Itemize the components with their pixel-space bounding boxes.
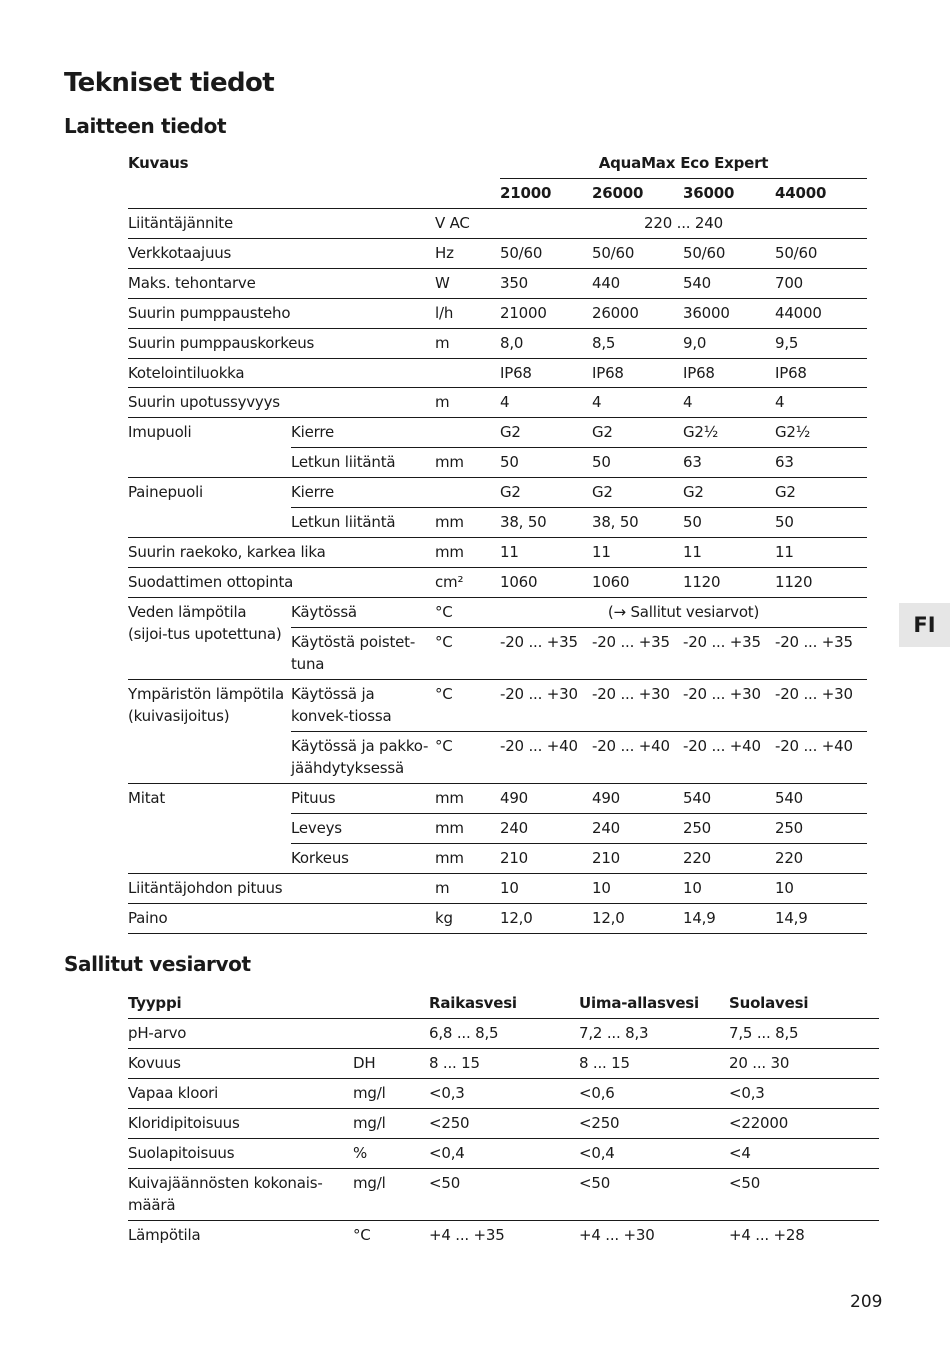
row-value-26000: -20 ... +30 bbox=[592, 685, 670, 703]
row-value-21000: IP68 bbox=[500, 364, 532, 382]
row-value-21000: 1060 bbox=[500, 573, 538, 591]
row-unit: °C bbox=[435, 737, 453, 755]
row-label: Suurin raekoko, karkea lika bbox=[128, 543, 326, 561]
row-value-21000: 210 bbox=[500, 849, 529, 867]
row-divider bbox=[128, 238, 867, 239]
row-value-36000: 50 bbox=[683, 513, 702, 531]
water-row-value-3: <0,3 bbox=[729, 1084, 765, 1102]
water-row-unit: mg/l bbox=[353, 1114, 386, 1132]
row-value-44000: 540 bbox=[775, 789, 804, 807]
row-sublabel: Käytössä ja pakko-jäähdytyksessä bbox=[291, 737, 429, 777]
row-label: Liitäntäjännite bbox=[128, 214, 233, 232]
row-value-36000: 1120 bbox=[683, 573, 721, 591]
row-label: Suodattimen ottopinta bbox=[128, 573, 294, 591]
row-value-21000: -20 ... +40 bbox=[500, 737, 578, 755]
row-value-26000: 8,5 bbox=[592, 334, 616, 352]
row-value-21000: 12,0 bbox=[500, 909, 533, 927]
row-value-21000: G2 bbox=[500, 483, 521, 501]
row-value-26000: 11 bbox=[592, 543, 611, 561]
water-row-value-2: <250 bbox=[579, 1114, 620, 1132]
row-sublabel: Korkeus bbox=[291, 849, 349, 867]
row-value-21000: 8,0 bbox=[500, 334, 524, 352]
row-label: Verkkotaajuus bbox=[128, 244, 232, 262]
row-label: Ympäristön lämpötila (kuivasijoitus) bbox=[128, 685, 285, 725]
water-row-label: Vapaa kloori bbox=[128, 1084, 219, 1102]
row-unit: °C bbox=[435, 685, 453, 703]
water-row-divider bbox=[128, 1220, 879, 1221]
row-divider bbox=[128, 268, 867, 269]
row-unit: W bbox=[435, 274, 450, 292]
table-bottom-rule bbox=[128, 933, 867, 934]
row-unit: mm bbox=[435, 453, 464, 471]
row-divider bbox=[128, 298, 867, 299]
page-number: 209 bbox=[850, 1292, 883, 1312]
water-row-label: Lämpötila bbox=[128, 1226, 201, 1244]
water-header-type: Tyyppi bbox=[128, 994, 182, 1012]
row-divider bbox=[291, 447, 867, 448]
row-value-21000: 240 bbox=[500, 819, 529, 837]
header-model-44000: 44000 bbox=[775, 184, 827, 202]
row-value-44000: G2 bbox=[775, 483, 796, 501]
row-value-44000: 63 bbox=[775, 453, 794, 471]
row-value-26000: G2 bbox=[592, 423, 613, 441]
row-label: Painepuoli bbox=[128, 483, 204, 501]
water-row-value-2: +4 ... +30 bbox=[579, 1226, 655, 1244]
row-value-21000: 4 bbox=[500, 393, 510, 411]
row-span-value: 220 ... 240 bbox=[644, 214, 723, 232]
row-value-36000: G2½ bbox=[683, 423, 719, 441]
row-label: Suurin pumppauskorkeus bbox=[128, 334, 315, 352]
row-value-26000: 440 bbox=[592, 274, 621, 292]
row-value-44000: 4 bbox=[775, 393, 785, 411]
row-sublabel: Letkun liitäntä bbox=[291, 513, 396, 531]
row-label: Suurin pumppausteho bbox=[128, 304, 291, 322]
header-description: Kuvaus bbox=[128, 154, 189, 172]
row-unit: mm bbox=[435, 543, 464, 561]
row-value-21000: 490 bbox=[500, 789, 529, 807]
row-value-21000: -20 ... +30 bbox=[500, 685, 578, 703]
water-row-value-3: <50 bbox=[729, 1174, 761, 1192]
row-value-36000: IP68 bbox=[683, 364, 715, 382]
row-divider bbox=[128, 537, 867, 538]
row-divider bbox=[128, 328, 867, 329]
row-value-36000: 50/60 bbox=[683, 244, 726, 262]
water-header-col-2: Uima-allasvesi bbox=[579, 994, 699, 1012]
row-divider bbox=[128, 387, 867, 388]
row-sublabel: Kierre bbox=[291, 483, 335, 501]
row-divider bbox=[128, 358, 867, 359]
row-value-44000: 44000 bbox=[775, 304, 822, 322]
water-row-value-3: +4 ... +28 bbox=[729, 1226, 805, 1244]
row-value-44000: IP68 bbox=[775, 364, 807, 382]
row-value-36000: 4 bbox=[683, 393, 693, 411]
row-value-44000: 9,5 bbox=[775, 334, 799, 352]
water-row-label: Kuivajäännösten kokonais-määrä bbox=[128, 1174, 323, 1214]
row-value-44000: 14,9 bbox=[775, 909, 808, 927]
row-unit: V AC bbox=[435, 214, 470, 232]
row-value-26000: 38, 50 bbox=[592, 513, 639, 531]
row-value-21000: 38, 50 bbox=[500, 513, 547, 531]
header-model-36000: 36000 bbox=[683, 184, 735, 202]
row-value-21000: 21000 bbox=[500, 304, 547, 322]
row-value-36000: 220 bbox=[683, 849, 712, 867]
row-value-36000: 14,9 bbox=[683, 909, 716, 927]
water-row-divider bbox=[128, 1168, 879, 1169]
row-value-26000: 210 bbox=[592, 849, 621, 867]
row-value-44000: 50/60 bbox=[775, 244, 818, 262]
row-value-36000: 63 bbox=[683, 453, 702, 471]
water-row-label: Suolapitoisuus bbox=[128, 1144, 235, 1162]
row-sublabel: Letkun liitäntä bbox=[291, 453, 396, 471]
row-divider bbox=[128, 417, 867, 418]
water-row-divider bbox=[128, 1138, 879, 1139]
water-row-label: pH-arvo bbox=[128, 1024, 187, 1042]
water-row-divider bbox=[128, 1078, 879, 1079]
row-value-36000: 9,0 bbox=[683, 334, 707, 352]
row-unit: m bbox=[435, 334, 450, 352]
row-value-36000: 540 bbox=[683, 274, 712, 292]
water-row-divider bbox=[128, 1108, 879, 1109]
row-value-36000: -20 ... +30 bbox=[683, 685, 761, 703]
water-row-divider bbox=[128, 1048, 879, 1049]
row-value-21000: 350 bbox=[500, 274, 529, 292]
row-value-26000: 26000 bbox=[592, 304, 639, 322]
section-title-device-data: Laitteen tiedot bbox=[64, 114, 227, 138]
row-value-26000: 4 bbox=[592, 393, 602, 411]
water-row-unit: DH bbox=[353, 1054, 376, 1072]
row-value-21000: 10 bbox=[500, 879, 519, 897]
header-product-underline bbox=[500, 178, 867, 179]
water-row-value-1: 6,8 ... 8,5 bbox=[429, 1024, 499, 1042]
row-unit: Hz bbox=[435, 244, 454, 262]
water-row-value-3: <4 bbox=[729, 1144, 751, 1162]
section-title-water-values: Sallitut vesiarvot bbox=[64, 952, 251, 976]
row-unit: kg bbox=[435, 909, 453, 927]
row-value-44000: 50 bbox=[775, 513, 794, 531]
row-label: Veden lämpötila (sijoi-tus upotettuna) bbox=[128, 603, 282, 643]
water-row-value-3: 7,5 ... 8,5 bbox=[729, 1024, 799, 1042]
header-bottom-rule bbox=[128, 208, 867, 209]
row-divider bbox=[128, 477, 867, 478]
row-unit: l/h bbox=[435, 304, 454, 322]
row-divider bbox=[291, 843, 867, 844]
row-unit: mm bbox=[435, 789, 464, 807]
water-row-unit: °C bbox=[353, 1226, 371, 1244]
water-row-unit: mg/l bbox=[353, 1084, 386, 1102]
water-row-value-1: 8 ... 15 bbox=[429, 1054, 480, 1072]
row-value-26000: G2 bbox=[592, 483, 613, 501]
water-row-value-2: 7,2 ... 8,3 bbox=[579, 1024, 649, 1042]
row-divider bbox=[291, 731, 867, 732]
header-product-name: AquaMax Eco Expert bbox=[598, 154, 769, 172]
row-divider bbox=[291, 813, 867, 814]
row-divider bbox=[128, 873, 867, 874]
row-span-value: (→ Sallitut vesiarvot) bbox=[607, 603, 760, 621]
water-row-value-1: +4 ... +35 bbox=[429, 1226, 505, 1244]
water-row-value-1: <0,3 bbox=[429, 1084, 465, 1102]
row-divider bbox=[291, 627, 867, 628]
row-unit: cm² bbox=[435, 573, 464, 591]
row-unit: mm bbox=[435, 513, 464, 531]
row-value-36000: 11 bbox=[683, 543, 702, 561]
water-row-value-1: <250 bbox=[429, 1114, 470, 1132]
row-value-44000: -20 ... +40 bbox=[775, 737, 853, 755]
water-row-value-3: 20 ... 30 bbox=[729, 1054, 790, 1072]
row-label: Liitäntäjohdon pituus bbox=[128, 879, 283, 897]
row-value-36000: G2 bbox=[683, 483, 704, 501]
water-row-value-2: 8 ... 15 bbox=[579, 1054, 630, 1072]
language-tab-fi: FI bbox=[899, 603, 950, 647]
row-value-21000: 11 bbox=[500, 543, 519, 561]
row-sublabel: Pituus bbox=[291, 789, 336, 807]
row-unit: m bbox=[435, 393, 450, 411]
row-value-26000: 50/60 bbox=[592, 244, 635, 262]
row-value-26000: 1060 bbox=[592, 573, 630, 591]
row-value-26000: 10 bbox=[592, 879, 611, 897]
header-model-21000: 21000 bbox=[500, 184, 552, 202]
row-sublabel: Käytössä bbox=[291, 603, 357, 621]
water-row-unit: % bbox=[353, 1144, 368, 1162]
row-sublabel: Kierre bbox=[291, 423, 335, 441]
water-row-value-2: <50 bbox=[579, 1174, 611, 1192]
row-divider bbox=[128, 567, 867, 568]
water-row-value-2: <0,4 bbox=[579, 1144, 615, 1162]
row-value-21000: 50 bbox=[500, 453, 519, 471]
row-value-44000: 11 bbox=[775, 543, 794, 561]
row-value-21000: -20 ... +35 bbox=[500, 633, 578, 651]
row-value-44000: G2½ bbox=[775, 423, 811, 441]
header-model-26000: 26000 bbox=[592, 184, 644, 202]
row-sublabel: Leveys bbox=[291, 819, 342, 837]
row-divider bbox=[291, 507, 867, 508]
row-value-36000: 250 bbox=[683, 819, 712, 837]
row-sublabel: Käytössä ja konvek-tiossa bbox=[291, 685, 392, 725]
row-value-26000: IP68 bbox=[592, 364, 624, 382]
row-value-36000: -20 ... +35 bbox=[683, 633, 761, 651]
row-value-44000: 700 bbox=[775, 274, 804, 292]
row-value-36000: 10 bbox=[683, 879, 702, 897]
row-value-44000: 220 bbox=[775, 849, 804, 867]
row-unit: mm bbox=[435, 849, 464, 867]
row-value-26000: 12,0 bbox=[592, 909, 625, 927]
water-row-value-1: <50 bbox=[429, 1174, 461, 1192]
row-label: Maks. tehontarve bbox=[128, 274, 256, 292]
row-unit: mm bbox=[435, 819, 464, 837]
row-label: Imupuoli bbox=[128, 423, 192, 441]
row-value-26000: 240 bbox=[592, 819, 621, 837]
row-value-36000: 36000 bbox=[683, 304, 730, 322]
row-value-26000: -20 ... +35 bbox=[592, 633, 670, 651]
row-value-26000: 490 bbox=[592, 789, 621, 807]
row-label: Kotelointiluokka bbox=[128, 364, 245, 382]
row-divider bbox=[128, 597, 867, 598]
water-header-rule bbox=[128, 1018, 879, 1019]
row-divider bbox=[128, 679, 867, 680]
row-unit: °C bbox=[435, 633, 453, 651]
row-value-21000: 50/60 bbox=[500, 244, 543, 262]
water-header-col-3: Suolavesi bbox=[729, 994, 809, 1012]
row-value-44000: -20 ... +35 bbox=[775, 633, 853, 651]
row-unit: m bbox=[435, 879, 450, 897]
row-value-26000: 50 bbox=[592, 453, 611, 471]
water-row-value-3: <22000 bbox=[729, 1114, 789, 1132]
water-row-unit: mg/l bbox=[353, 1174, 386, 1192]
water-row-value-2: <0,6 bbox=[579, 1084, 615, 1102]
row-divider bbox=[128, 783, 867, 784]
row-value-36000: -20 ... +40 bbox=[683, 737, 761, 755]
water-row-value-1: <0,4 bbox=[429, 1144, 465, 1162]
water-header-col-1: Raikasvesi bbox=[429, 994, 517, 1012]
row-label: Mitat bbox=[128, 789, 166, 807]
row-label: Suurin upotussyvyys bbox=[128, 393, 280, 411]
row-unit: °C bbox=[435, 603, 453, 621]
water-row-label: Kloridipitoisuus bbox=[128, 1114, 240, 1132]
row-sublabel: Käytöstä poistet-tuna bbox=[291, 633, 416, 673]
row-value-44000: -20 ... +30 bbox=[775, 685, 853, 703]
row-value-44000: 250 bbox=[775, 819, 804, 837]
row-value-36000: 540 bbox=[683, 789, 712, 807]
row-divider bbox=[128, 903, 867, 904]
row-value-21000: G2 bbox=[500, 423, 521, 441]
page-title: Tekniset tiedot bbox=[64, 68, 275, 98]
row-value-44000: 10 bbox=[775, 879, 794, 897]
row-label: Paino bbox=[128, 909, 168, 927]
row-value-26000: -20 ... +40 bbox=[592, 737, 670, 755]
water-row-label: Kovuus bbox=[128, 1054, 181, 1072]
row-value-44000: 1120 bbox=[775, 573, 813, 591]
